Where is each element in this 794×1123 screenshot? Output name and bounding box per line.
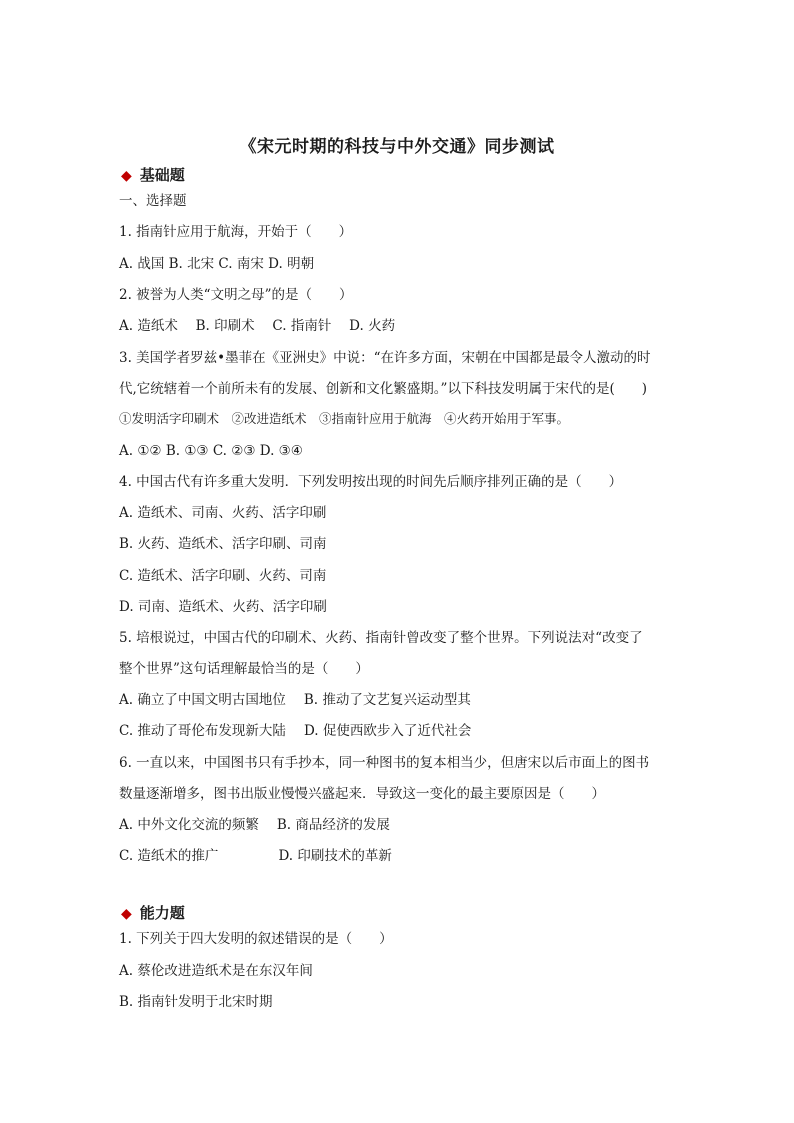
q4-option-d: D. 司南、造纸术、火药、活字印刷 [119,599,327,615]
q3-options: A. ①② B. ①③ C. ②③ D. ③④ [119,443,303,459]
q6-option-a: A. 中外文化交流的频繁 [119,817,259,833]
q6-option-c: C. 造纸术的推广 [119,848,219,864]
q6-stem-line-2: 数量逐渐增多，图书出版业慢慢兴盛起来．导致这一变化的最主要原因是（ ） [119,786,605,802]
q5-stem-line-2: 整个世界”这句话理解最恰当的是（ ） [119,661,369,677]
q4-stem: 4. 中国古代有许多重大发明．下列发明按出现的时间先后顺序排列正确的是（ ） [119,474,623,490]
diamond-icon: ◆ [121,906,132,922]
section-basic-label: 基础题 [139,166,185,184]
q5-option-c: C. 推动了哥伦布发现新大陆 [119,723,286,739]
part-one-heading: 一、选择题 [119,193,187,209]
section-ability [121,902,185,924]
q1-stem: 1. 指南针应用于航海，开始于（ ） [119,224,353,240]
q4-option-a: A. 造纸术、司南、火药、活字印刷 [119,505,327,521]
q6-options-ab [119,815,679,835]
section-ability-label: 能力题 [139,904,185,922]
q6-option-d: D. 印刷技术的革新 [278,848,392,864]
diamond-icon: ◆ [121,168,132,184]
q5-stem-line-1: 5. 培根说过，中国古代的印刷术、火药、指南针曾改变了整个世界。下列说法对“改变了 [119,630,643,646]
ability-q1-option-b: B. 指南针发明于北宋时期 [119,994,273,1010]
q4-option-c: C. 造纸术、活字印刷、火药、司南 [119,568,327,584]
q5-option-a: A. 确立了中国文明古国地位 [119,692,286,708]
q3-stem-line-1: 3. 美国学者罗兹•墨菲在《亚洲史》中说：“在许多方面，宋朝在中国都是最令人激动的时 [119,350,651,366]
ability-q1-option-a: A. 蔡伦改进造纸术是在东汉年间 [119,963,313,979]
q5-options-cd [119,721,679,741]
section-basic [121,164,185,186]
page-title: 《宋元时期的科技与中外交通》同步测试 [239,137,555,157]
q1-options: A. 战国 B. 北宋 C. 南宋 D. 明朝 [119,256,315,272]
q5-option-d: D. 促使西欧步入了近代社会 [303,723,472,739]
q5-options-ab [119,690,679,710]
q6-options-cd [119,846,679,866]
q2-options: A. 造纸术 B. 印刷术 C. 指南针 D. 火药 [119,318,396,334]
q3-stem-line-2: 代,它统辖着一个前所未有的发展、创新和文化繁盛期。”以下科技发明属于宋代的是( ) [119,381,647,397]
ability-q1-stem: 1. 下列关于四大发明的叙述错误的是（ ） [119,931,393,947]
q4-option-b: B. 火药、造纸术、活字印刷、司南 [119,536,327,552]
q6-option-b: B. 商品经济的发展 [276,817,390,833]
q6-stem-line-1: 6. 一直以来，中国图书只有手抄本，同一种图书的复本相当少，但唐宋以后市面上的图书 [119,755,650,771]
q2-stem: 2. 被誉为人类“文明之母”的是（ ） [119,287,353,303]
q5-option-b: B. 推动了文艺复兴运动型其 [303,692,471,708]
q3-items: ①发明活字印刷术 ②改进造纸术 ③指南针应用于航海 ④火药开始用于军事。 [119,411,570,426]
